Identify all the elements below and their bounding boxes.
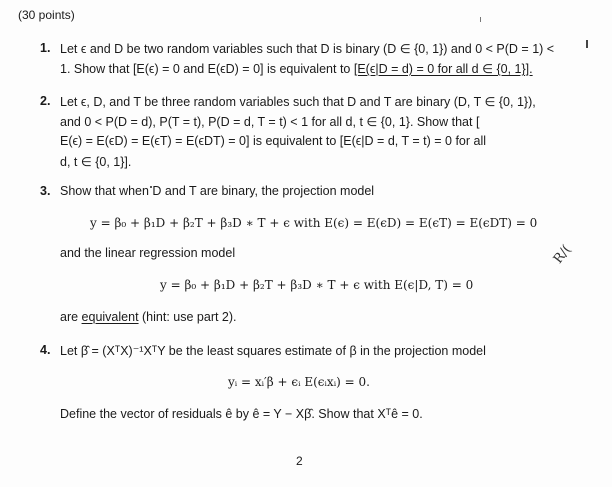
question-1-line-2	[60, 61, 533, 76]
question-1-number: 1.	[40, 41, 51, 55]
question-2-line-1: Let ϵ, D, and T be three random variables such that D and T are binary (D, T ∈ {0, 1}),	[60, 95, 536, 109]
pen-mark	[480, 17, 481, 22]
question-3-line-1: Show that when D and T are binary, the projection model	[60, 184, 375, 198]
question-4-number: 4.	[40, 343, 51, 357]
question-2-line-2: and 0 < P(D = d), P(T = t), P(D = d, T = t) < 1 for all d, t ∈ {0, 1}. Show that [	[60, 115, 480, 129]
points-header: (30 points)	[18, 8, 75, 22]
question-3-number: 3.	[40, 184, 51, 198]
question-2-number: 2.	[40, 94, 51, 108]
pen-mark	[586, 40, 588, 48]
question-4-equation: yᵢ = xᵢ′β + ϵᵢ E(ϵᵢxᵢ) = 0.	[228, 375, 370, 389]
question-4-line-2: Define the vector of residuals ê by ê = Y − Xβ̂. Show that Xᵀê = 0.	[60, 407, 423, 421]
question-1-line-1: Let ϵ and D be two random variables such that D is binary (D ∈ {0, 1}) and 0 < P(D = 1) <	[60, 42, 555, 56]
question-3-line-2: and the linear regression model	[60, 246, 236, 260]
question-2-line-4: d, t ∈ {0, 1}].	[60, 155, 132, 169]
linear-regression-equation: y = β₀ + β₁D + β₂T + β₃D ∗ T + ϵ with E(ϵ|D, T) = 0	[160, 278, 474, 292]
question-3-line-3b: equivalent	[81, 310, 139, 324]
page-number: 2	[296, 454, 303, 468]
projection-model-equation: y = β₀ + β₁D + β₂T + β₃D ∗ T + ϵ with E(ϵ) = E(ϵD) = E(ϵT) = E(ϵDT) = 0	[90, 216, 538, 230]
question-1-line-2b: [E(ϵ|D = d) = 0 for all d ∈ {0, 1}].	[353, 62, 533, 76]
question-3-line-3	[60, 310, 237, 324]
handwritten-margin-note: R/(	[550, 242, 575, 267]
question-3-line-3c: (hint: use part 2).	[138, 310, 237, 324]
question-1-line-2a: 1. Show that [E(ϵ) = 0 and E(ϵD) = 0] is equivalent to	[60, 62, 354, 76]
question-4-line-1: Let β̂ = (XᵀX)⁻¹XᵀY be the least squares estimate of β in the projection model	[60, 344, 486, 358]
question-2-line-3: E(ϵ) = E(ϵD) = E(ϵT) = E(ϵDT) = 0] is equivalent to [E(ϵ|D = d, T = t) = 0 for all	[60, 134, 487, 148]
question-3-line-3a: are	[60, 310, 82, 324]
